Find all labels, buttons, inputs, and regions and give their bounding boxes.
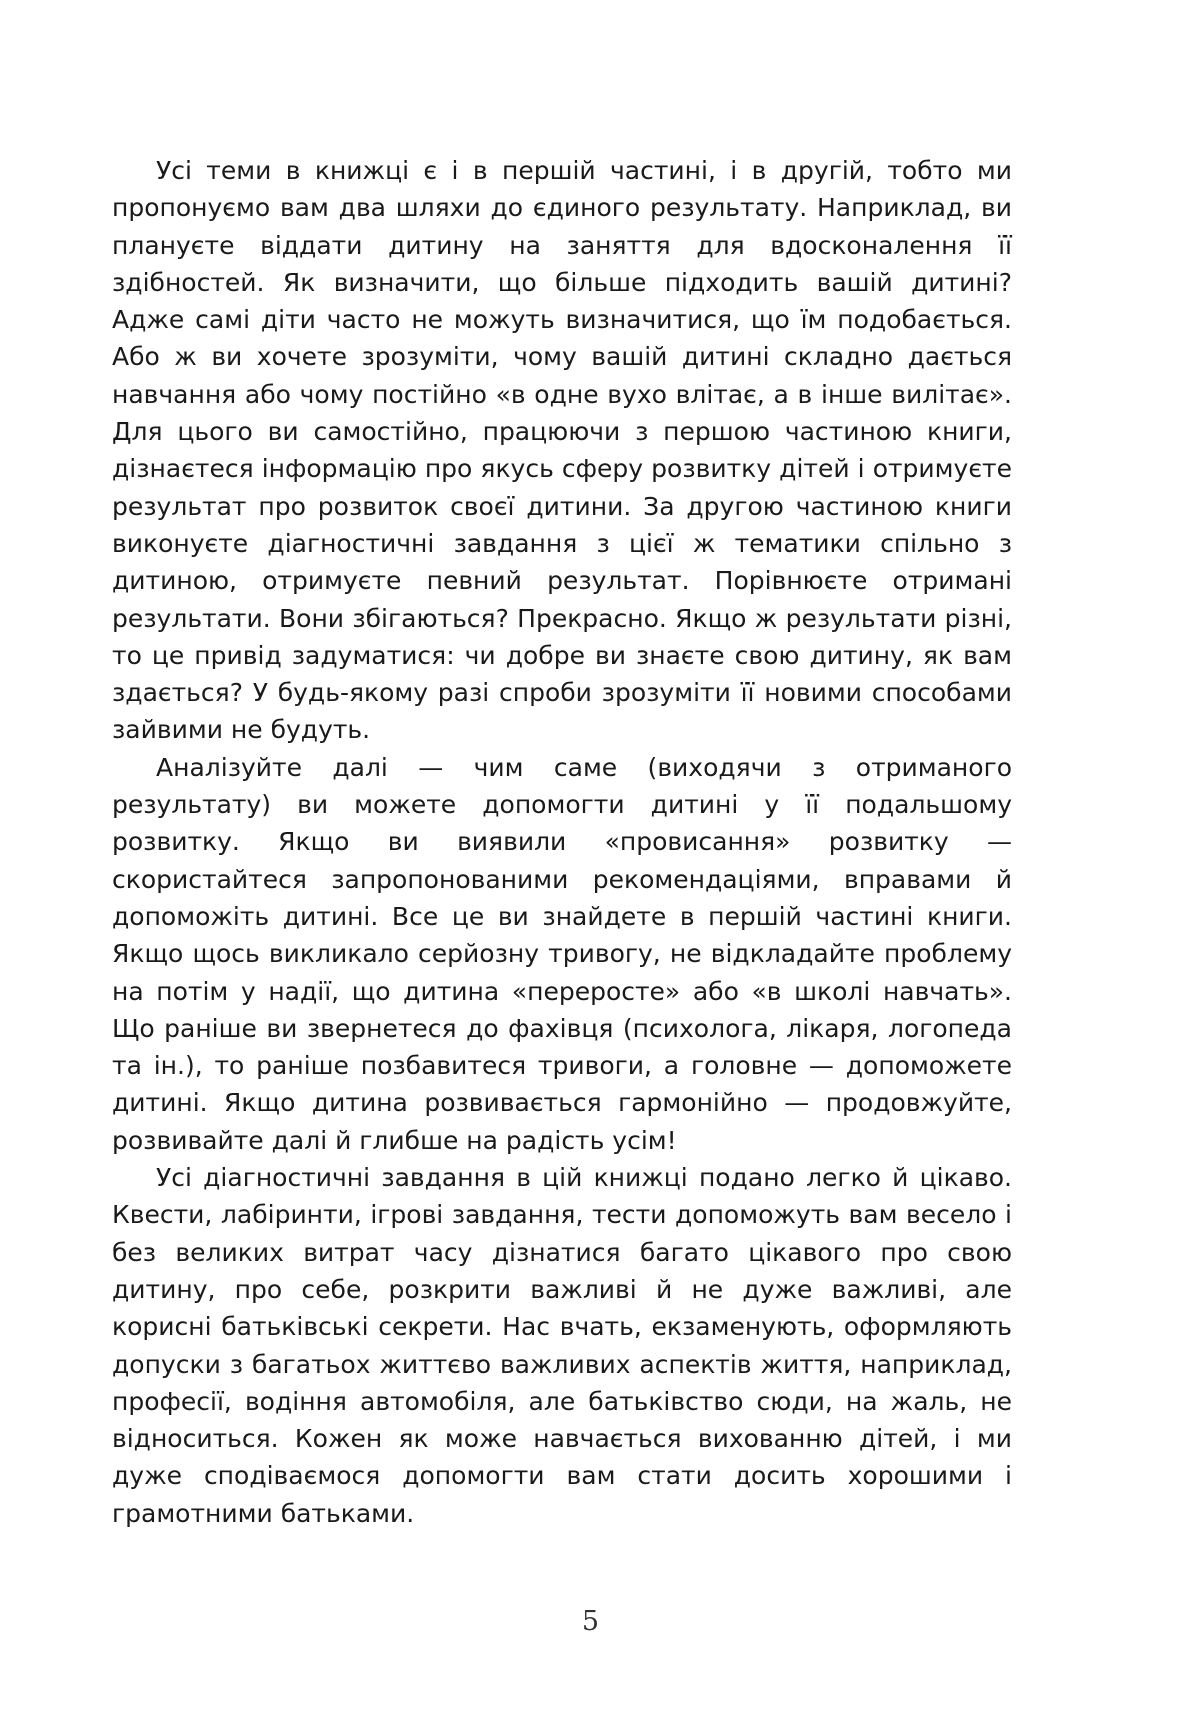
page-number: 5 (581, 1606, 600, 1637)
paragraph-2: Аналізуйте далі — чим саме (виходячи з отриманого результату) ви можете допомогти дитині у її подальшому розвитку. Якщо ви виявили «провисання» розвитку — скористайтеся запропонованими рекомендаціями, вправами й допоможіть дитині. Все це ви знайдете в першій частині книги. Якщо щось викликало серйозну тривогу, не відкладайте проблему на потім у надії, що дитина «переросте» або «в школі навчать». Що раніше ви звернетеся до фахівця (психолога, лікаря, логопеда та ін.), то раніше позбавитеся тривоги, а головне — допоможете дитині. Якщо дитина розвивається гармонійно — продовжуйте, розвивайте далі й глибше на радість усім! (112, 752, 1012, 1155)
body-text (112, 152, 1012, 1532)
paragraph-3: Усі діагностичні завдання в цій книжці подано легко й цікаво. Квести, лабіринти, ігрові завдання, тести допоможуть вам весело і без великих витрат часу дізнатися багато цікавого про свою дитину, про себе, розкрити важливі й не дуже важливі, але корисні батьківські секрети. Нас вчать, екзаменують, оформляють допуски з багатьох життєво важливих аспектів життя, наприклад, професії, водіння автомобіля, але батьківство сюди, на жаль, не відноситься. Кожен як може навчається вихованню дітей, і ми дуже сподіваємося допомогти вам стати досить хорошими і грамотними батьками. (112, 1163, 1012, 1528)
paragraph-1: Усі теми в книжці є і в першій частині, і в другій, тобто ми пропонуємо вам два шляхи до єдиного результату. Наприклад, ви плануєте віддати дитину на заняття для вдосконалення її здібностей. Як визначити, що більше підходить вашій дитині? Адже самі діти часто не можуть визначитися, що їм подобається. Або ж ви хочете зрозуміти, чому вашій дитині складно дається навчання або чому постійно «в одне вухо влітає, а в інше вилітає». Для цього ви самостійно, працюючи з першою частиною книги, дізнаєтеся інформацію про якусь сферу розвитку дітей і отримуєте результат про розвиток своєї дитини. За другою частиною книги виконуєте діагностичні завдання з цієї ж тематики спільно з дитиною, отримуєте певний результат. Порівнюєте отримані результати. Вони збігаються? Прекрасно. Якщо ж результати різні, то це привід задуматися: чи добре ви знаєте свою дитину, як вам здається? У будь-якому разі спроби зрозуміти її новими способами зайвими не будуть. (112, 156, 1012, 745)
